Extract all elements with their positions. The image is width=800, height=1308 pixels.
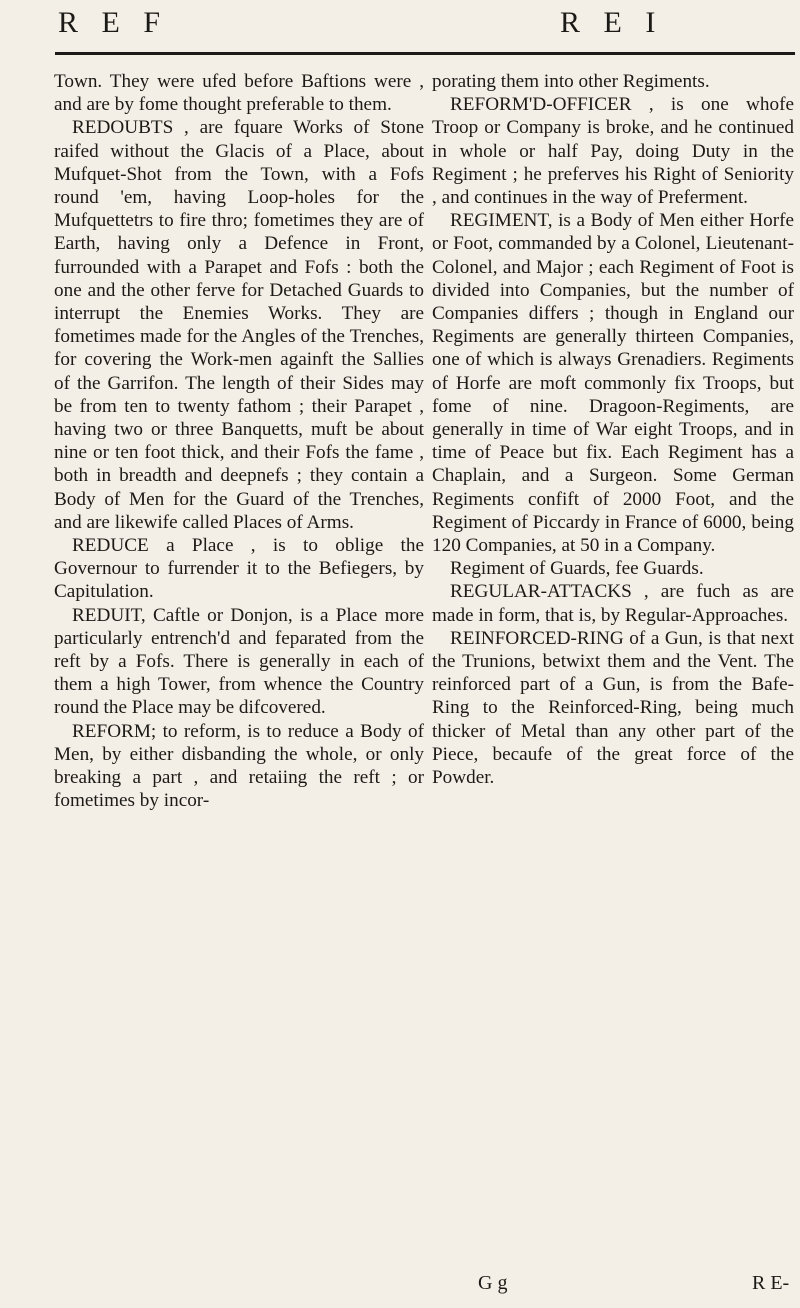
paragraph: REFORM; to reform, is to reduce a Body of Men, by either disbanding the whole, or only breaking a part , and retaiing the reft ; or fometimes by incor- — [54, 720, 424, 812]
paragraph: REDOUBTS , are fquare Works of Stone raifed without the Glacis of a Place, about Mufquet-Shot from the Town, with a Fofs round 'em, having Loop-holes for the Mufquettetrs to fire thro; fometimes they are of Earth, having only a Defence in Front, furrounded with a Parapet and Fofs : both the one and the other ferve for Detached Guards to interrupt the Enemies Works. They are fometimes made for the Angles of the Trenches, for covering the Work-men againft the Sallies of the Garrifon. The length of their Sides may be from ten to twenty fathom ; their Parapet , having two or three Banquetts, muft be about nine or ten foot thick, and their Fofs the fame , both in breadth and deepnefs ; they contain a Body of Men for the Guard of the Trenches, and are likewife called Places of Arms. — [54, 117, 424, 533]
catchword: R E- — [752, 1272, 790, 1294]
paragraph: REINFORCED-RING of a Gun, is that next the Trunions, betwixt them and the Vent. The reinforced part of a Gun, is from the Bafe-Ring to the Reinforced-Ring, being much thicker of Metal than any other part of the Piece, becaufe of the great force of the Powder. — [432, 627, 794, 789]
paragraph: REFORM'D-OFFICER , is one whofe Troop or Company is broke, and he continued in whole or half Pay, doing Duty in the Regiment ; he preferves his Right of Seniority , and continues in the way of Preferment. — [432, 94, 794, 209]
paragraph: porating them into other Regiments. — [432, 71, 710, 92]
paragraph: REGULAR-ATTACKS , are fuch as are made in form, that is, by Regular-Approaches. — [432, 581, 794, 626]
paragraph: Town. They were ufed before Baftions were , and are by fome thought preferable to them. — [54, 71, 424, 116]
paragraph: REDUIT, Caftle or Donjon, is a Place more particularly entrench'd and feparated from the reft by a Fofs. There is generally in each of them a high Tower, from whence the Country round the Place may be difcovered. — [54, 604, 424, 719]
left-column — [54, 70, 424, 1275]
header-rule — [55, 52, 795, 55]
right-column — [432, 70, 794, 1275]
header-right-word: R E I — [560, 6, 664, 39]
running-header — [0, 6, 800, 52]
paragraph: Regiment of Guards, fee Guards. — [450, 558, 704, 580]
paragraph: REDUCE a Place , is to oblige the Governour to furrender it to the Befiegers, by Capitulation. — [54, 535, 424, 603]
header-left-word: R E F — [58, 6, 169, 39]
signature-mark: G g — [478, 1272, 508, 1294]
paragraph: REGIMENT, is a Body of Men either Horfe or Foot, commanded by a Colonel, Lieutenant-Colonel, and Major ; each Regiment of Foot is divided into Companies, but the number of Companies differs ; though in England our Regiments are generally thirteen Companies, one of which is always Grenadiers. Regiments of Horfe are moft commonly fix Troops, but fome of nine. Dragoon-Regiments, are generally in time of War eight Troops, and in time of Peace but fix. Each Regiment has a Chaplain, and a Surgeon. Some German Regiments confift of 2000 Foot, and the Regiment of Piccardy in France of 6000, being 120 Companies, at 50 in a Company. — [432, 210, 794, 557]
